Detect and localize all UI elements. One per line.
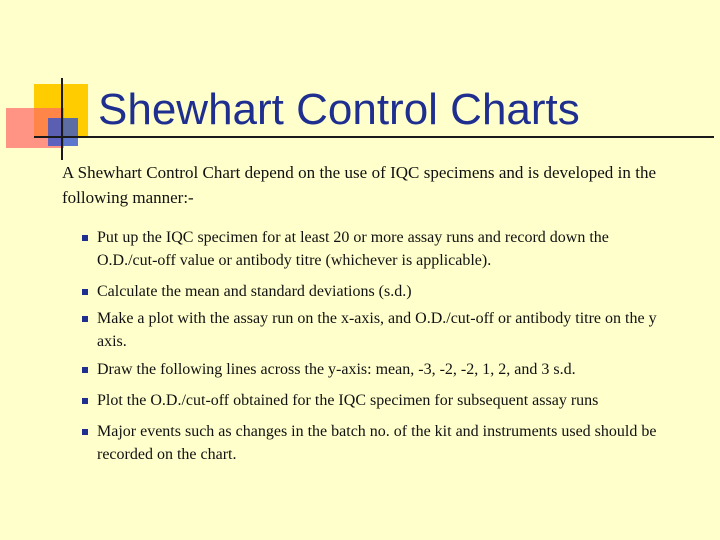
square-bullet-icon [82,289,88,295]
square-bullet-icon [82,398,88,404]
square-bullet-icon [82,429,88,435]
title-underline [34,136,714,138]
square-bullet-icon [82,235,88,241]
list-item [82,389,672,412]
list-item [82,226,672,272]
intro-paragraph: A Shewhart Control Chart depend on the use of IQC specimens and is developed in the following manner:- [62,163,656,207]
slide-title: Shewhart Control Charts [98,85,580,134]
bullet-text: Make a plot with the assay run on the x-axis, and O.D./cut-off or antibody titre on the y axis. [97,310,657,350]
bullet-list [82,226,672,474]
bullet-text: Draw the following lines across the y-axis: mean, -3, -2, -2, 1, 2, and 3 s.d. [97,361,576,378]
list-item [82,358,672,381]
list-item [82,420,672,466]
bullet-text: Calculate the mean and standard deviations (s.d.) [97,283,412,300]
list-item [82,307,672,353]
square-bullet-icon [82,367,88,373]
bullet-text: Put up the IQC specimen for at least 20 or more assay runs and record down the O.D./cut-off value or antibody titre (whichever is applicable). [97,229,609,269]
square-bullet-icon [82,316,88,322]
list-item [82,280,672,303]
bullet-text: Major events such as changes in the batch no. of the kit and instruments used should be recorded on the chart. [97,423,657,463]
decorative-squares-logo [0,0,110,170]
bullet-text: Plot the O.D./cut-off obtained for the IQC specimen for subsequent assay runs [97,392,599,409]
